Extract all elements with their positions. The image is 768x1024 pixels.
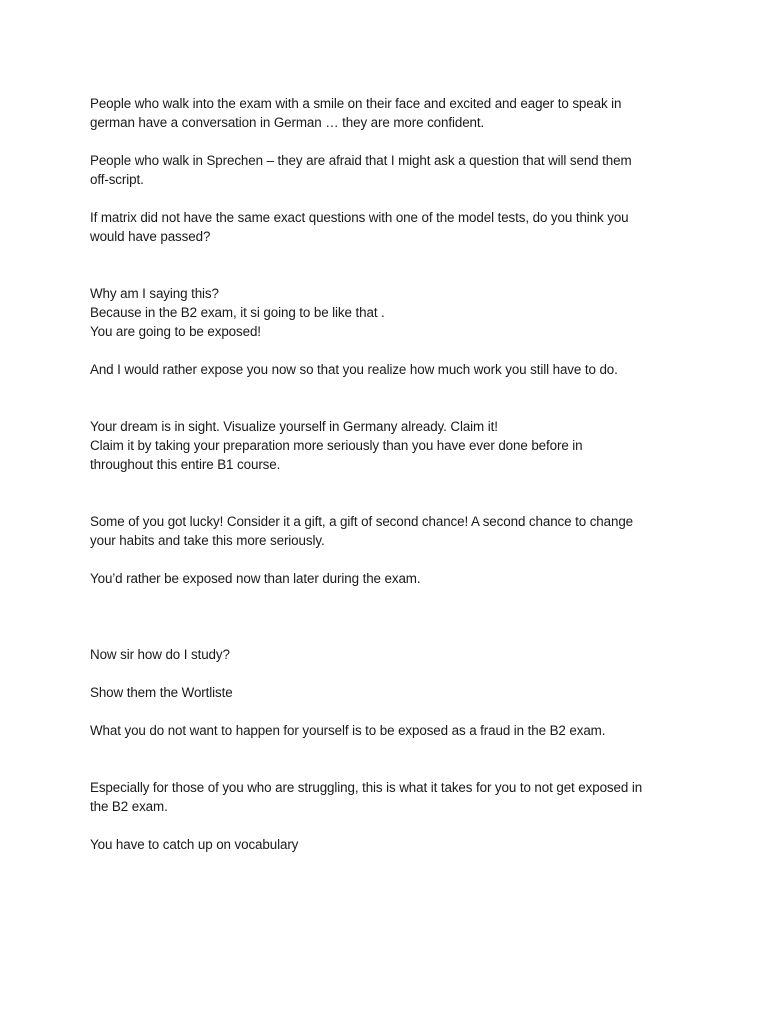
text-line: Show them the Wortliste — [90, 685, 233, 700]
text-line: People who walk into the exam with a smile on their face and excited and eager to speak in — [90, 96, 622, 111]
text-line: Why am I saying this? — [90, 286, 219, 301]
paragraph — [90, 284, 690, 341]
text-line: Because in the B2 exam, it si going to be like that . — [90, 305, 385, 320]
paragraph — [90, 569, 690, 588]
text-line: You’d rather be exposed now than later during the exam. — [90, 571, 421, 586]
text-line: Your dream is in sight. Visualize yourself in Germany already. Claim it! — [90, 419, 498, 434]
document-body — [90, 94, 690, 854]
paragraph — [90, 360, 690, 379]
paragraph — [90, 512, 690, 550]
text-line: off-script. — [90, 172, 144, 187]
paragraph — [90, 721, 690, 740]
text-line: Claim it by taking your preparation more seriously than you have ever done before in — [90, 438, 583, 453]
paragraph — [90, 151, 690, 189]
paragraph — [90, 94, 690, 132]
text-line: german have a conversation in German … they are more confident. — [90, 115, 485, 130]
text-line: Some of you got lucky! Consider it a gift, a gift of second chance! A second chance to change — [90, 514, 634, 529]
text-line: You are going to be exposed! — [90, 324, 261, 339]
paragraph — [90, 208, 690, 246]
paragraph — [90, 417, 690, 474]
text-line: throughout this entire B1 course. — [90, 457, 281, 472]
paragraph — [90, 645, 690, 664]
paragraph — [90, 683, 690, 702]
text-line: You have to catch up on vocabulary — [90, 837, 299, 852]
text-line: the B2 exam. — [90, 799, 168, 814]
paragraph — [90, 778, 690, 816]
text-line: would have passed? — [90, 229, 211, 244]
text-line: Now sir how do I study? — [90, 647, 230, 662]
text-line: What you do not want to happen for yourself is to be exposed as a fraud in the B2 exam. — [90, 723, 606, 738]
text-line: your habits and take this more seriously. — [90, 533, 325, 548]
text-line: If matrix did not have the same exact questions with one of the model tests, do you think you — [90, 210, 629, 225]
text-line: And I would rather expose you now so that you realize how much work you still have to do. — [90, 362, 618, 377]
text-line: Especially for those of you who are struggling, this is what it takes for you to not get exposed in — [90, 780, 643, 795]
paragraph — [90, 835, 690, 854]
text-line: People who walk in Sprechen – they are afraid that I might ask a question that will send them — [90, 153, 632, 168]
